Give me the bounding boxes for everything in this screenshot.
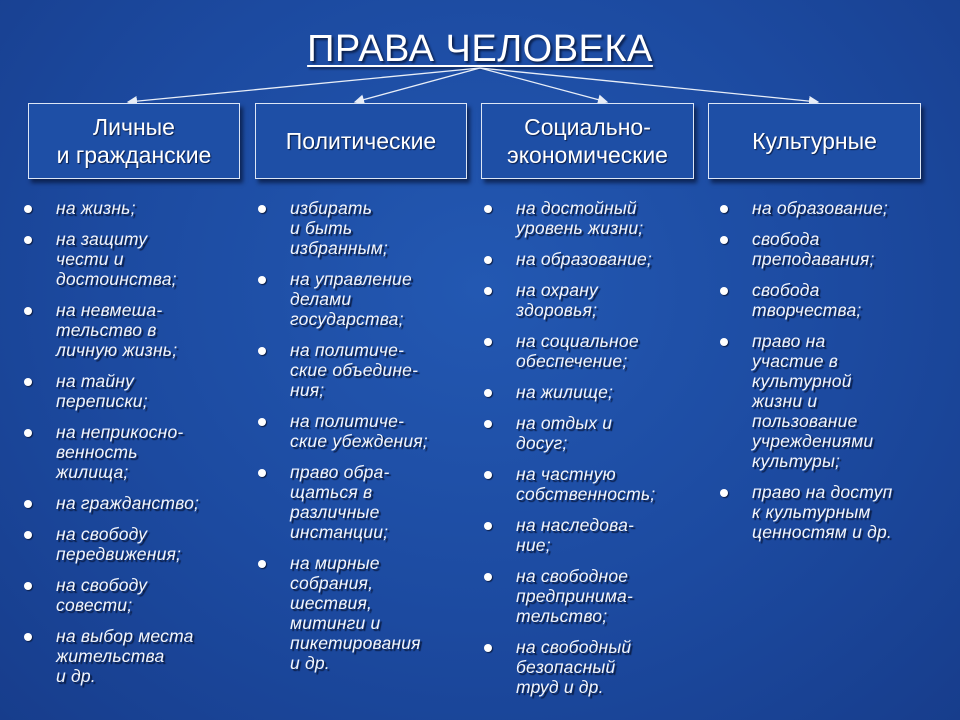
- bullet-icon: [484, 573, 492, 581]
- category-box-cultural: [708, 103, 921, 179]
- right-item: на неприкосно- венность жилища;: [22, 422, 244, 482]
- category-label: Политические: [285, 128, 437, 154]
- right-item: на гражданство;: [22, 493, 244, 513]
- arrow-to-socioeconomic: [480, 68, 607, 102]
- bullet-icon: [258, 205, 266, 213]
- right-item: право обра- щаться в различные инстанции;: [256, 462, 472, 542]
- right-item: на отдых и досуг;: [482, 413, 700, 453]
- right-item: на тайну переписки;: [22, 371, 244, 411]
- bullet-icon: [484, 256, 492, 264]
- bullet-icon: [484, 338, 492, 346]
- right-item: на охрану здоровья;: [482, 280, 700, 320]
- right-item: на защиту чести и достоинства;: [22, 229, 244, 289]
- right-item: на невмеша- тельство в личную жизнь;: [22, 300, 244, 360]
- arrow-to-personal: [128, 68, 480, 102]
- rights-list-political: [256, 198, 472, 673]
- bullet-icon: [258, 347, 266, 355]
- right-item: на свободный безопасный труд и др.: [482, 637, 700, 697]
- bullet-icon: [484, 471, 492, 479]
- bullet-icon: [720, 338, 728, 346]
- right-item: избирать и быть избранным;: [256, 198, 472, 258]
- right-item: на частную собственность;: [482, 464, 700, 504]
- column-personal: [22, 198, 244, 697]
- bullet-icon: [484, 287, 492, 295]
- arrow-to-political: [355, 68, 480, 102]
- rights-list-cultural: [718, 198, 950, 542]
- arrow-to-cultural: [480, 68, 818, 102]
- bullet-icon: [484, 389, 492, 397]
- bullet-icon: [720, 236, 728, 244]
- category-label: Личные и гражданские: [56, 114, 212, 168]
- bullet-icon: [24, 378, 32, 386]
- category-label: Социально- экономические: [507, 114, 668, 168]
- column-political: [256, 198, 472, 684]
- right-item: право на участие в культурной жизни и пользование учреждениями культуры;: [718, 331, 950, 471]
- bullet-icon: [720, 205, 728, 213]
- column-socioeconomic: [482, 198, 700, 708]
- rights-list-socioeconomic: [482, 198, 700, 697]
- right-item: на политиче- ские убеждения;: [256, 411, 472, 451]
- bullet-icon: [24, 429, 32, 437]
- category-box-socioeconomic: [481, 103, 694, 179]
- bullet-icon: [484, 522, 492, 530]
- bullet-icon: [720, 489, 728, 497]
- right-item: на выбор места жительства и др.: [22, 626, 244, 686]
- category-box-political: [255, 103, 467, 179]
- bullet-icon: [720, 287, 728, 295]
- bullet-icon: [258, 418, 266, 426]
- right-item: на достойный уровень жизни;: [482, 198, 700, 238]
- right-item: на жилище;: [482, 382, 700, 402]
- category-label: Культурные: [752, 128, 877, 154]
- right-item: на свободу передвижения;: [22, 524, 244, 564]
- bullet-icon: [484, 420, 492, 428]
- right-item: свобода творчества;: [718, 280, 950, 320]
- bullet-icon: [24, 582, 32, 590]
- right-item: на жизнь;: [22, 198, 244, 218]
- right-item: на наследова- ние;: [482, 515, 700, 555]
- right-item: на управление делами государства;: [256, 269, 472, 329]
- right-item: на свободу совести;: [22, 575, 244, 615]
- right-item: свобода преподавания;: [718, 229, 950, 269]
- right-item: на свободное предпринима- тельство;: [482, 566, 700, 626]
- rights-list-personal: [22, 198, 244, 686]
- right-item: на политиче- ские объедине- ния;: [256, 340, 472, 400]
- right-item: на мирные собрания, шествия, митинги и пикетирования и др.: [256, 553, 472, 673]
- category-box-personal: [28, 103, 240, 179]
- right-item: на социальное обеспечение;: [482, 331, 700, 371]
- bullet-icon: [258, 276, 266, 284]
- bullet-icon: [24, 236, 32, 244]
- bullet-icon: [24, 500, 32, 508]
- right-item: на образование;: [482, 249, 700, 269]
- right-item: на образование;: [718, 198, 950, 218]
- title-text: ПРАВА ЧЕЛОВЕКА: [307, 28, 653, 70]
- bullet-icon: [24, 205, 32, 213]
- column-cultural: [718, 198, 950, 553]
- bullet-icon: [258, 469, 266, 477]
- bullet-icon: [24, 633, 32, 641]
- bullet-icon: [24, 531, 32, 539]
- bullet-icon: [258, 560, 266, 568]
- bullet-icon: [24, 307, 32, 315]
- bullet-icon: [484, 644, 492, 652]
- right-item: право на доступ к культурным ценностям и др.: [718, 482, 950, 542]
- bullet-icon: [484, 205, 492, 213]
